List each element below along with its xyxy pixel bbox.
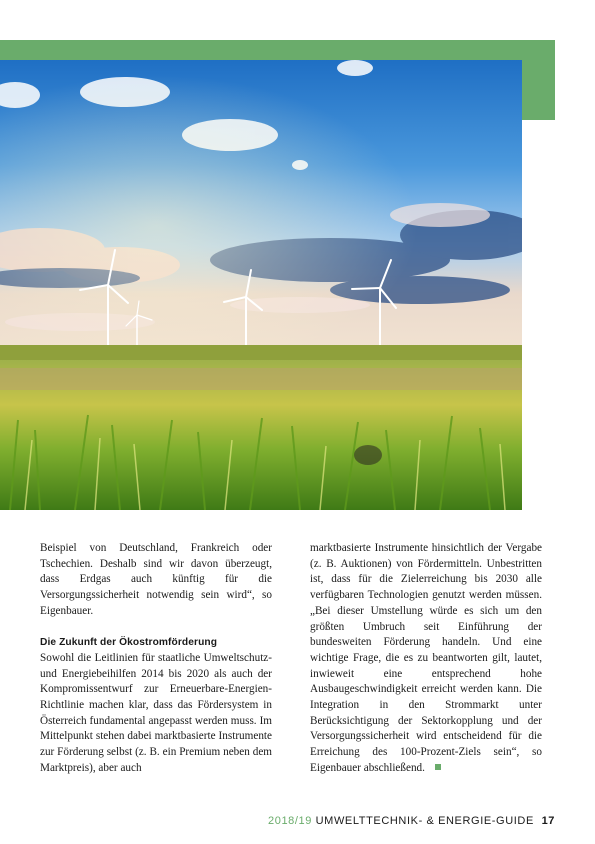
body-paragraph-text: marktbasierte Instrumente hinsichtlich der Vergabe (z. B. Auktionen) von Fördermitteln. Unbestritten ist, dass für die Zielerreichung bis 2030 alle verfügbaren Technologien genutzt werden müssen. „Bei dieser Umstellung würde es sich um den größten Umbruch seit Einführung der bundesweiten Förderung handeln. Und eine wichtige Frage, die es zu beantworten gilt, lautet, inwieweit eine entsprechend hohe Ausbaugeschwindigkeit erreicht werden kann. Die Integration in den Strommarkt unter Berücksichtigung der Sektorkopplung und der Versorgungssicherheit wird entscheidend für die Erreichung des 100-Prozent-Ziels sein“, so Eigenbauer abschließend. [310, 542, 542, 774]
page-footer [268, 815, 555, 827]
body-paragraph [310, 541, 542, 777]
footer-publication-title: UMWELTTECHNIK- & ENERGIE-GUIDE [315, 815, 534, 827]
page-number: 17 [541, 815, 555, 827]
end-of-article-square-icon [435, 764, 441, 770]
body-paragraph: Sowohl die Leitlinien für staatliche Umweltschutz- und Energiebeihilfen 2014 bis 2020 als auch der Kompromissentwurf zur Erneuerbare-Energien-Richtlinie machen klar, dass das Fördersystem in Österreich fundamental angepasst werden muss. Im Mittelpunkt stehen dabei marktbasierte Instrumente zur Förderung selbst (z. B. ein Premium neben dem Marktpreis), aber auch [40, 651, 272, 774]
section-subheading: Die Zukunft der Ökostromförderung [40, 637, 218, 649]
left-text-column [40, 541, 272, 777]
right-text-column [310, 541, 542, 777]
body-paragraph: Beispiel von Deutschland, Frankreich oder Tschechien. Deshalb sind wir davon überzeugt, dass Erdgas auch künftig für die Versorgungssicherheit notwendig sein wird“, so Eigenbauer. [40, 542, 272, 617]
footer-year: 2018/19 [268, 815, 312, 827]
wind-turbine-photo [0, 60, 522, 510]
